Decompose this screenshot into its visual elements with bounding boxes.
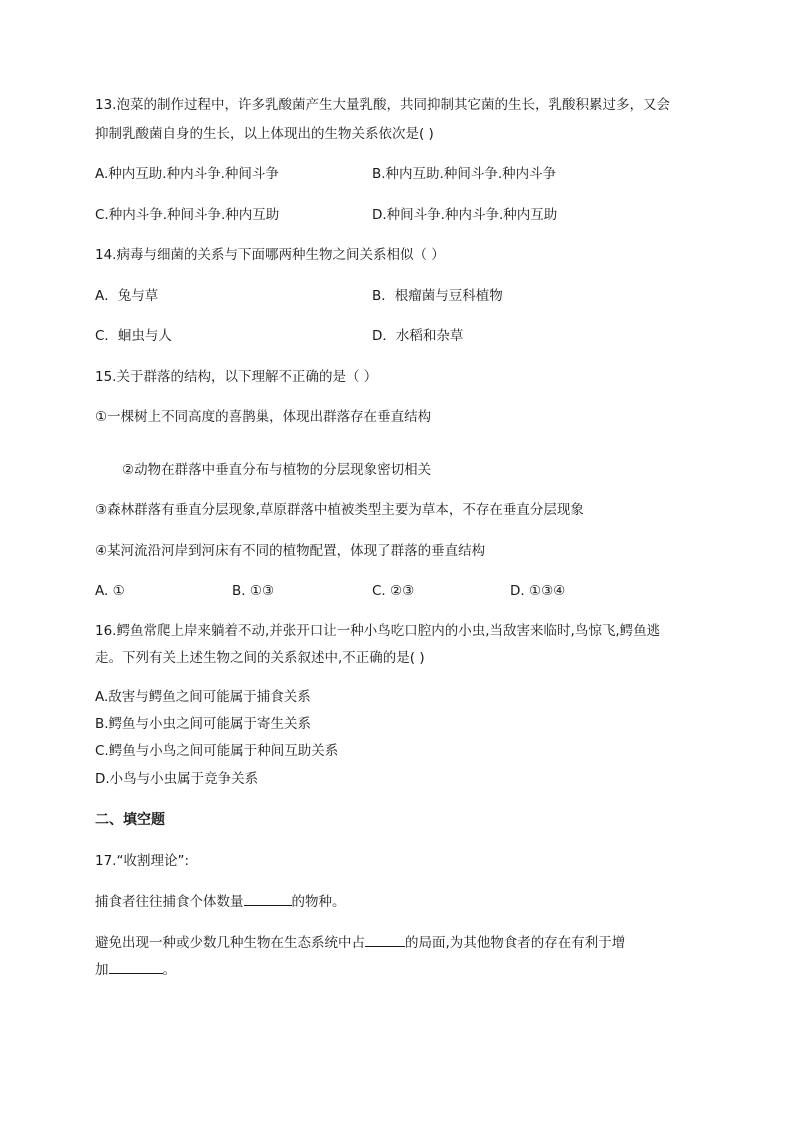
q17-p1-text-before: 捕食者往往捕食个体数量	[95, 894, 244, 910]
q17-p3-text-after: 。	[162, 962, 176, 978]
q15-option-d: D. ①③④	[510, 583, 566, 599]
q16-stem-line2: 走。下列有关上述生物之间的关系叙述中,不正确的是( )	[95, 650, 425, 666]
q13-option-a: A.种内互助.种内斗争.种间斗争	[95, 166, 279, 182]
q13-stem-line2: 抑制乳酸菌自身的生长，以上体现出的生物关系依次是( )	[95, 126, 434, 142]
q14-option-c: C．蛔虫与人	[95, 328, 172, 344]
q15-statement-2: ②动物在群落中垂直分布与植物的分层现象密切相关	[122, 462, 432, 478]
q17-blank-1[interactable]	[244, 891, 292, 906]
q16-option-c: C.鳄鱼与小鸟之间可能属于种间互助关系	[95, 743, 339, 759]
q13-option-d: D.种间斗争.种内斗争.种内互助	[372, 207, 558, 223]
q17-paragraph-3	[95, 959, 176, 980]
q13-option-b: B.种内互助.种间斗争.种内斗争	[372, 166, 557, 182]
q13-option-c: C.种内斗争.种间斗争.种内互助	[95, 207, 280, 223]
q14-option-a: A．兔与草	[95, 288, 159, 304]
q15-stem: 15.关于群落的结构，以下理解不正确的是（ ）	[95, 369, 378, 385]
q17-blank-2[interactable]	[365, 932, 405, 947]
q17-paragraph-2	[95, 932, 625, 953]
q16-option-d: D.小鸟与小虫属于竞争关系	[95, 771, 259, 787]
q14-option-b: B．根瘤菌与豆科植物	[372, 288, 503, 304]
section-title-fill-in: 二、填空题	[95, 812, 165, 828]
q14-stem: 14.病毒与细菌的关系与下面哪两种生物之间关系相似（ ）	[95, 247, 445, 263]
q17-p2-text-before: 避免出现一种或少数几种生物在生态系统中占	[95, 935, 365, 951]
q17-p2-text-after: 的局面,为其他物食者的存在有利于增	[405, 935, 626, 951]
q16-option-a: A.敌害与鳄鱼之间可能属于捕食关系	[95, 689, 311, 705]
q13-stem-line1: 13.泡菜的制作过程中，许多乳酸菌产生大量乳酸，共同抑制其它菌的生长，乳酸积累过多，又会	[95, 97, 670, 113]
q17-stem: 17.“收割理论”:	[95, 853, 190, 869]
q17-p1-text-after: 的物种。	[291, 894, 346, 910]
q17-blank-3[interactable]	[109, 959, 163, 974]
q14-option-d: D．水稻和杂草	[372, 328, 464, 344]
q15-option-c: C. ②③	[372, 583, 415, 599]
q15-statement-1: ①一棵树上不同高度的喜鹊巢，体现出群落存在垂直结构	[95, 409, 432, 425]
q17-paragraph-1	[95, 891, 346, 912]
q15-option-a: A. ①	[95, 583, 125, 599]
q15-statement-4: ④某河流沿河岸到河床有不同的植物配置，体现了群落的垂直结构	[95, 543, 486, 559]
q17-p3-text-before: 加	[95, 962, 109, 978]
q16-stem-line1: 16.鳄鱼常爬上岸来躺着不动,并张开口让一种小鸟吃口腔内的小虫,当敌害来临时,鸟惊飞,鳄鱼逃	[95, 623, 661, 639]
q15-statement-3: ③森林群落有垂直分层现象,草原群落中植被类型主要为草本，不存在垂直分层现象	[95, 502, 584, 518]
q15-option-b: B. ①③	[232, 583, 275, 599]
q16-option-b: B.鳄鱼与小虫之间可能属于寄生关系	[95, 716, 312, 732]
